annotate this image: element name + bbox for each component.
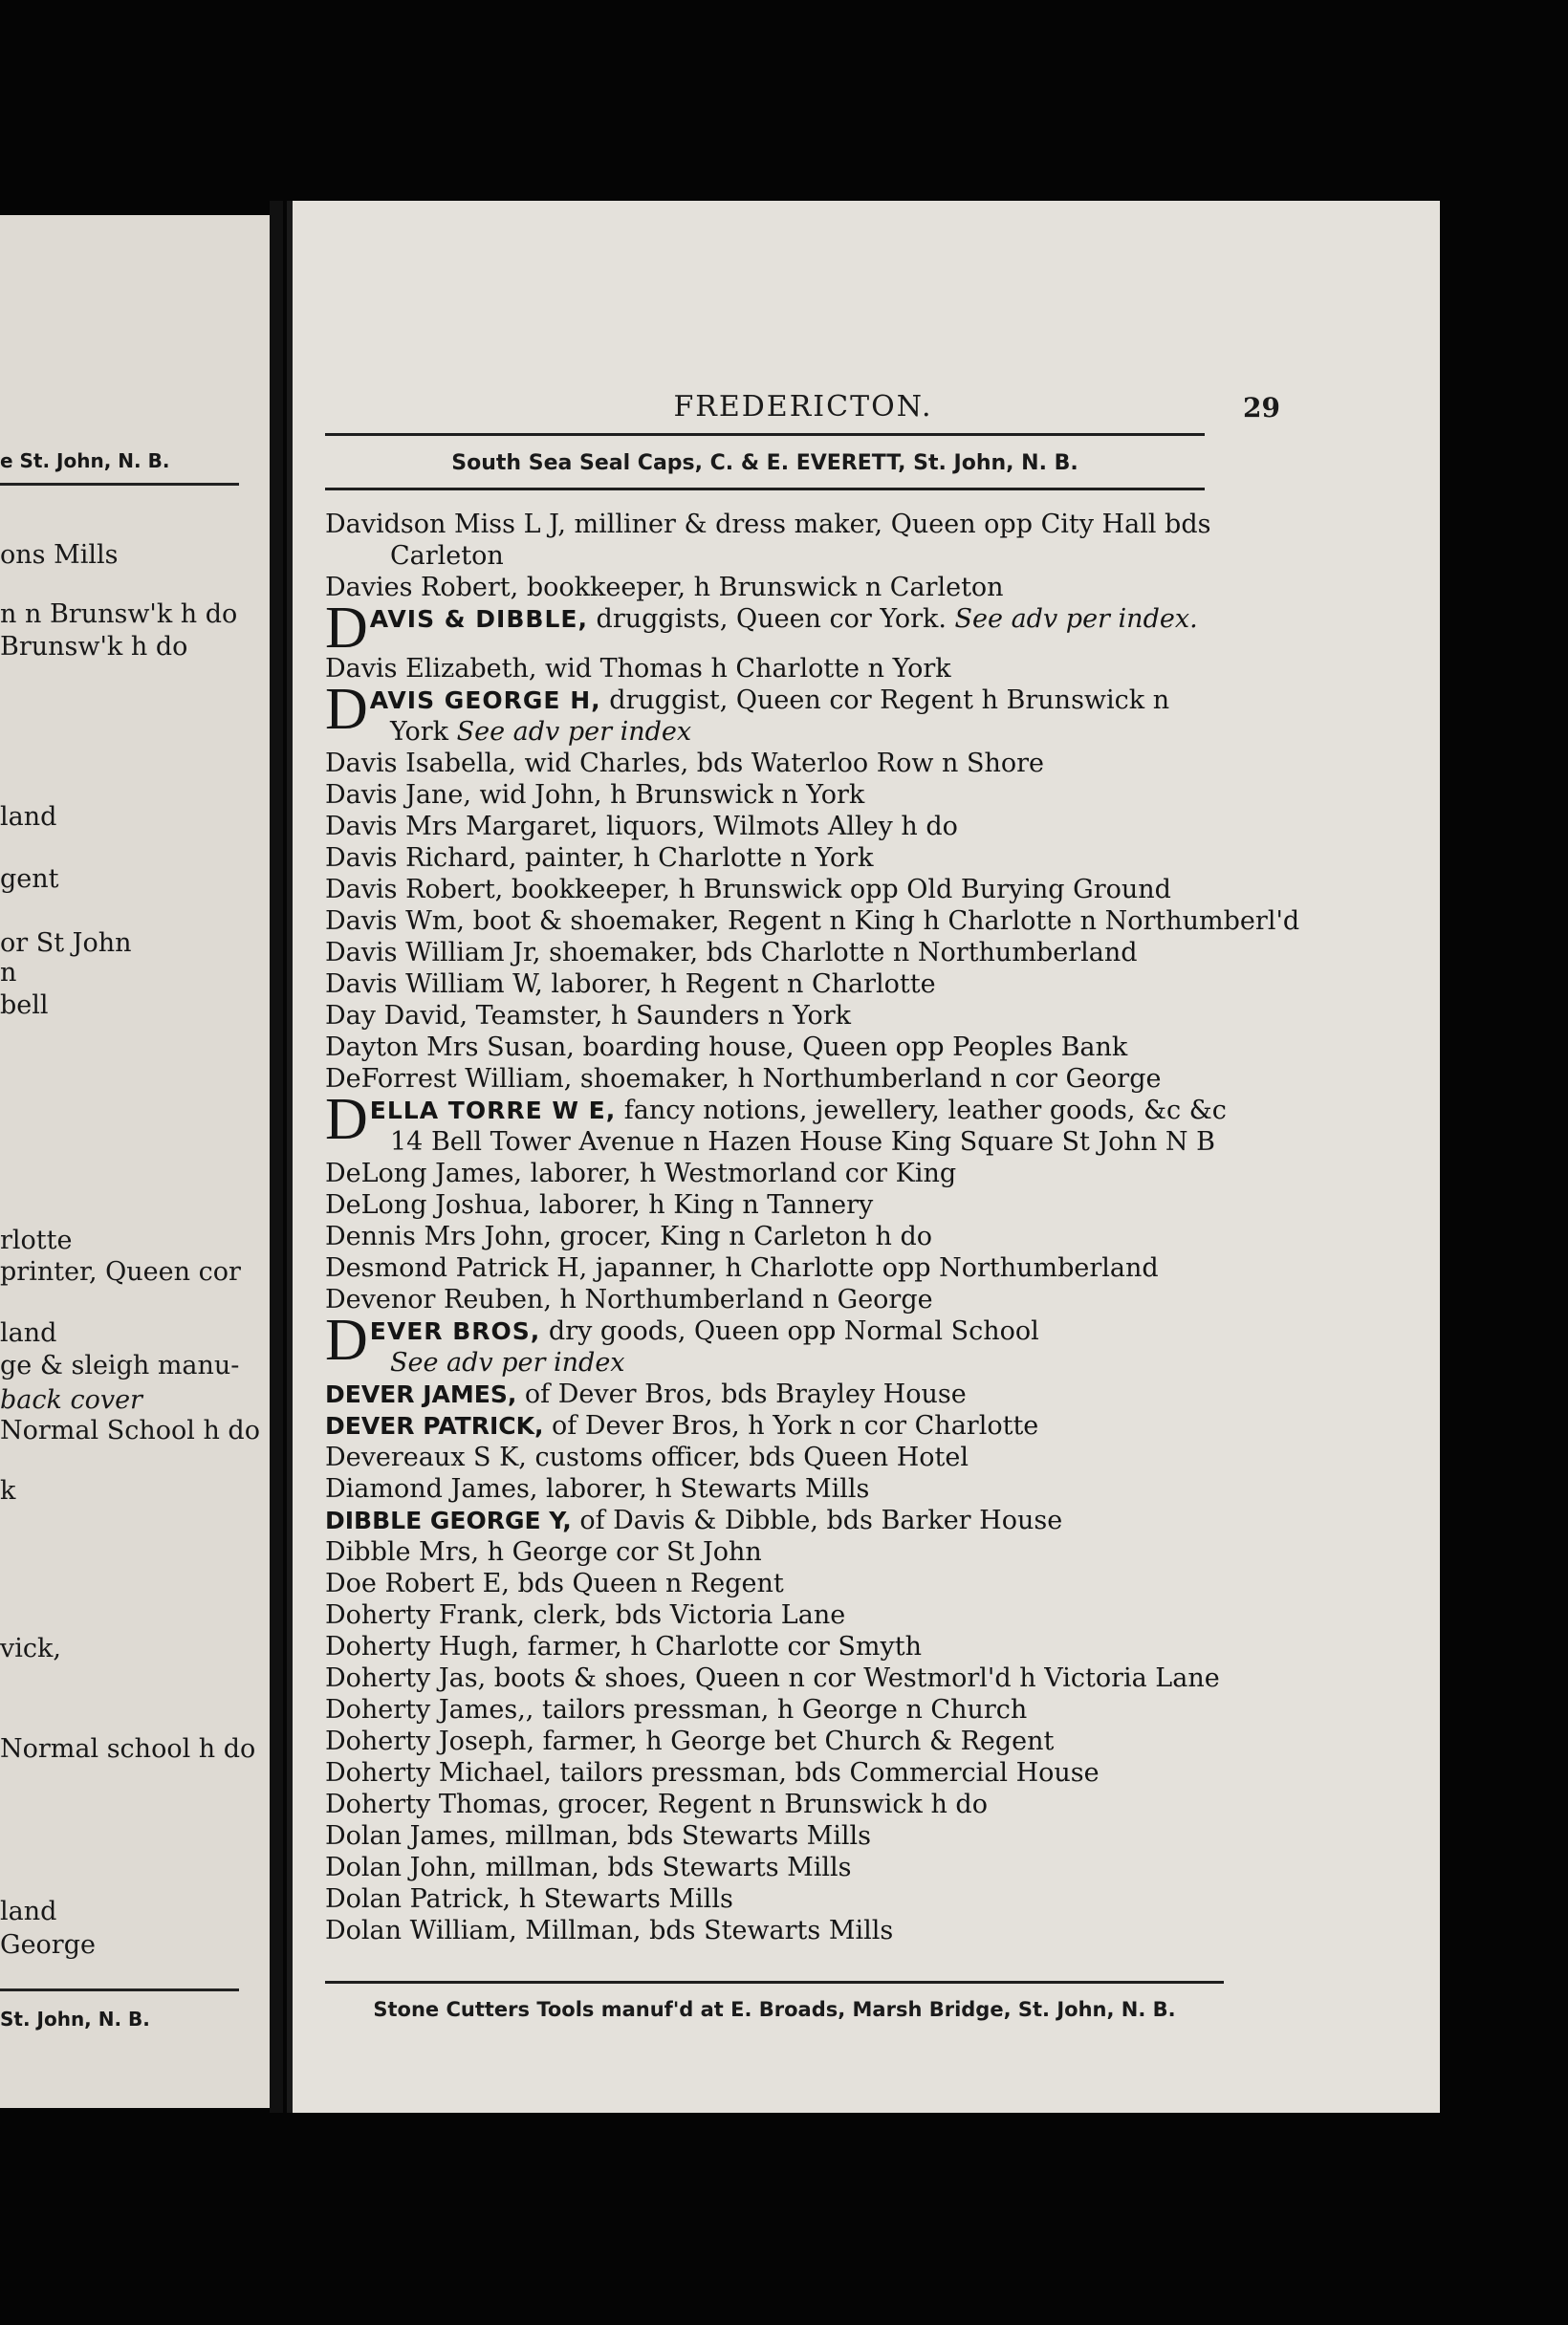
left-page-line: Normal school h do (0, 1734, 256, 1764)
entry-text: Doherty James,, tailors pressman, h George n Church (325, 1695, 1028, 1725)
entry-text: Doherty Jas, boots & shoes, Queen n cor Westmorl'd h Victoria Lane (325, 1663, 1220, 1693)
entry-text: Day David, Teamster, h Saunders n York (325, 1001, 851, 1031)
entry-text: Dolan William, Millman, bds Stewarts Mills (325, 1916, 894, 1945)
directory-entry (325, 811, 1262, 842)
left-page-line: n n Brunsw'k h do (0, 599, 238, 629)
left-page-line: land (0, 1318, 57, 1348)
bottom-advert-banner: Stone Cutters Tools manuf'd at E. Broads, Marsh Bridge, St. John, N. B. (373, 1998, 1176, 2021)
entry-text: Diamond James, laborer, h Stewarts Mills (325, 1474, 870, 1504)
entry-continuation-text: 14 Bell Tower Avenue n Hazen House King Square St John N B (390, 1127, 1215, 1157)
entry-reference-note: See adv per index (390, 1348, 625, 1378)
directory-entry (325, 874, 1262, 905)
entry-continuation (325, 716, 1262, 748)
entry-text: DeForrest William, shoemaker, h Northumberland n cor George (325, 1064, 1162, 1094)
directory-entry (325, 1757, 1262, 1789)
running-head (325, 390, 1281, 424)
top-advert-banner: South Sea Seal Caps, C. & E. EVERETT, St. John, N. B. (451, 451, 1078, 475)
left-page-line: bell (0, 990, 49, 1020)
entry-text: Devenor Reuben, h Northumberland n George (325, 1285, 933, 1315)
directory-entry (325, 572, 1262, 603)
entry-text: dry goods, Queen opp Normal School (540, 1316, 1039, 1346)
entry-name-bold: AVIS GEORGE H, (369, 686, 601, 714)
left-page-line: land (0, 802, 57, 832)
entry-text: Davis William Jr, shoemaker, bds Charlotte n Northumberland (325, 938, 1138, 967)
directory-entry (325, 1284, 1262, 1315)
directory-entry (325, 1189, 1262, 1221)
directory-entry (325, 1063, 1262, 1095)
entry-text: Dolan John, millman, bds Stewarts Mills (325, 1853, 852, 1882)
directory-entry (325, 653, 1262, 684)
directory-entry (325, 968, 1262, 1000)
directory-entry (325, 1820, 1262, 1852)
left-page-line: printer, Queen cor (0, 1257, 241, 1287)
directory-entry (325, 1694, 1262, 1726)
entry-text: of Dever Bros, bds Brayley House (516, 1380, 967, 1409)
entry-text: Davis Jane, wid John, h Brunswick n York (325, 780, 865, 810)
entry-name-bold: DEVER JAMES, (325, 1380, 517, 1408)
entry-text: Doherty Joseph, farmer, h George bet Church & Regent (325, 1727, 1055, 1756)
entry-text: druggist, Queen cor Regent h Brunswick n (600, 685, 1170, 715)
directory-page (287, 201, 1440, 2113)
entry-text: Davis Isabella, wid Charles, bds Waterloo Row n Shore (325, 749, 1045, 778)
entry-continuation (325, 1347, 1262, 1379)
entry-text: Davis Robert, bookkeeper, h Brunswick opp Old Burying Ground (325, 875, 1171, 904)
entry-continuation-text: York (390, 717, 457, 747)
directory-entry (325, 509, 1262, 572)
left-page-line: ge & sleigh manu- (0, 1351, 240, 1380)
entry-text: Devereaux S K, customs officer, bds Queen Hotel (325, 1443, 969, 1472)
entry-continuation (325, 1126, 1262, 1158)
directory-entry (325, 905, 1300, 937)
left-page-header-rule (0, 483, 239, 486)
directory-entry (325, 1726, 1262, 1757)
left-page-line: Normal School h do (0, 1416, 260, 1445)
directory-entry (325, 1087, 1262, 1158)
directory-entry (325, 1568, 1262, 1599)
left-page-line: n (0, 958, 17, 988)
directory-entry (325, 1158, 1262, 1189)
entry-text: Doherty Hugh, farmer, h Charlotte cor Smyth (325, 1632, 922, 1662)
entry-text: of Dever Bros, h York n cor Charlotte (543, 1411, 1039, 1441)
drop-initial: D (325, 1087, 368, 1152)
entry-text: Davis Elizabeth, wid Thomas h Charlotte n York (325, 654, 951, 684)
directory-entry (325, 596, 1262, 661)
directory-entry (325, 1308, 1262, 1379)
entry-continuation-text: Carleton (390, 541, 504, 571)
entry-text: Davis Mrs Margaret, liquors, Wilmots Alley h do (325, 812, 958, 841)
left-page-line: George (0, 1930, 96, 1960)
directory-entry (325, 748, 1262, 779)
entry-text: Dennis Mrs John, grocer, King n Carleton h do (325, 1222, 933, 1251)
header-rule-lower (325, 488, 1205, 490)
left-page-line: back cover (0, 1385, 142, 1415)
left-page-line: or St John (0, 928, 132, 958)
left-page-line: vick, (0, 1634, 61, 1663)
footer-rule (325, 1981, 1224, 1984)
entry-reference-note: See adv per index (456, 717, 692, 747)
left-page-line: rlotte (0, 1226, 73, 1255)
entry-text: DeLong James, laborer, h Westmorland cor King (325, 1159, 957, 1188)
directory-entry (325, 1000, 1262, 1032)
left-page-line: Brunsw'k h do (0, 632, 188, 662)
entry-text: Davidson Miss L J, milliner & dress maker, Queen opp City Hall bds (325, 510, 1211, 539)
entry-name-bold: ELLA TORRE W E, (369, 1097, 617, 1124)
entry-text: Dayton Mrs Susan, boarding house, Queen opp Peoples Bank (325, 1032, 1128, 1062)
directory-entry (325, 1915, 1262, 1946)
entry-text: Doherty Frank, clerk, bds Victoria Lane (325, 1600, 846, 1630)
entry-text: Davies Robert, bookkeeper, h Brunswick n Carleton (325, 573, 1004, 602)
book-gutter (270, 201, 283, 2113)
directory-entries (325, 509, 1300, 1946)
entry-continuation (325, 540, 1262, 572)
drop-initial: D (325, 1308, 368, 1373)
directory-entry (325, 1883, 1262, 1915)
directory-entry (325, 1536, 1262, 1568)
drop-initial: D (325, 596, 368, 661)
entry-reference-note: See adv per index. (954, 604, 1198, 634)
directory-entry (325, 1662, 1262, 1694)
entry-text: Dolan James, millman, bds Stewarts Mills (325, 1821, 872, 1851)
directory-entry (325, 937, 1262, 968)
entry-text: Davis Wm, boot & shoemaker, Regent n King h Charlotte n Northumberl'd (325, 906, 1300, 936)
left-page-line: k (0, 1476, 16, 1506)
left-page-footer-rule (0, 1988, 239, 1991)
entry-name-bold: DIBBLE GEORGE Y, (325, 1507, 572, 1534)
left-page-line: ons Mills (0, 540, 119, 570)
directory-entry (325, 1505, 1262, 1536)
entry-text: Dolan Patrick, h Stewarts Mills (325, 1884, 733, 1914)
directory-entry (325, 1221, 1262, 1252)
entry-name-bold: EVER BROS, (369, 1317, 541, 1345)
entry-name-bold: AVIS & DIBBLE, (369, 605, 588, 633)
entry-name-bold: DEVER PATRICK, (325, 1412, 544, 1440)
entry-text: Davis Richard, painter, h Charlotte n York (325, 843, 874, 873)
directory-entry (325, 1032, 1262, 1063)
directory-entry (325, 1379, 1262, 1410)
directory-entry (325, 1789, 1262, 1820)
left-page-header: e St. John, N. B. (0, 449, 170, 472)
page-title: FREDERICTON. (673, 390, 933, 424)
entry-text: Doherty Thomas, grocer, Regent n Brunswick h do (325, 1790, 988, 1819)
entry-text: DeLong Joshua, laborer, h King n Tannery (325, 1190, 874, 1220)
directory-entry (325, 1599, 1262, 1631)
directory-entry (325, 677, 1262, 748)
page-number: 29 (1243, 392, 1280, 424)
entry-text: Davis William W, laborer, h Regent n Charlotte (325, 969, 936, 999)
directory-entry (325, 842, 1262, 874)
entry-text: Desmond Patrick H, japanner, h Charlotte opp Northumberland (325, 1253, 1159, 1283)
entry-text: of Davis & Dibble, bds Barker House (571, 1506, 1063, 1535)
directory-entry (325, 1442, 1262, 1473)
entry-text: Doherty Michael, tailors pressman, bds Commercial House (325, 1758, 1100, 1788)
directory-entry (325, 779, 1262, 811)
entry-text: fancy notions, jewellery, leather goods, &c &c (616, 1096, 1227, 1125)
directory-entry (325, 1631, 1262, 1662)
entry-text: Doe Robert E, bds Queen n Regent (325, 1569, 784, 1598)
directory-entry (325, 1252, 1262, 1284)
left-page-line: gent (0, 864, 59, 894)
directory-entry (325, 1852, 1262, 1883)
header-rule (325, 433, 1205, 436)
left-page-line: land (0, 1897, 57, 1926)
drop-initial: D (325, 677, 368, 742)
left-facing-page (0, 215, 277, 2108)
directory-entry (325, 1473, 1262, 1505)
entry-text: Dibble Mrs, h George cor St John (325, 1537, 762, 1567)
directory-entry (325, 1410, 1262, 1442)
left-page-footer: St. John, N. B. (0, 2008, 150, 2031)
entry-text: druggists, Queen cor York. (587, 604, 955, 634)
